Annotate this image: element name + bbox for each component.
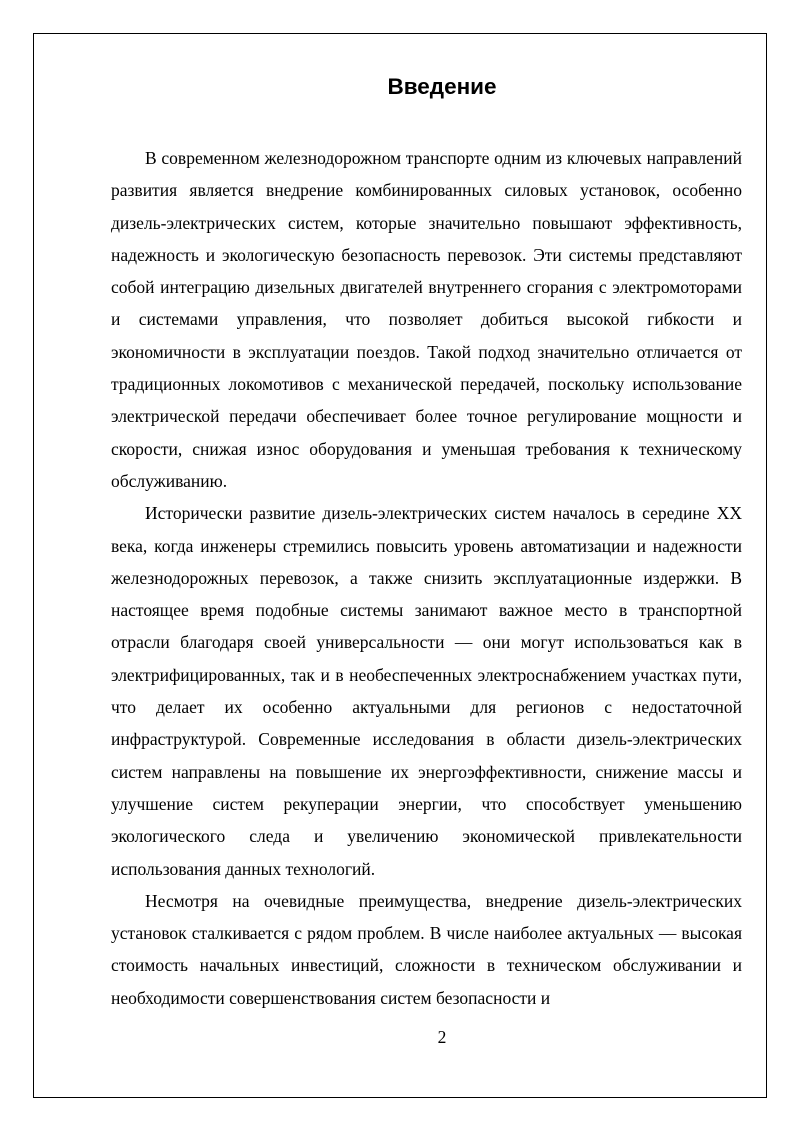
paragraph: В современном железнодорожном транспорте одним из ключевых направлений развития является внедрение комбинированных силовых установок, особенно дизель-электрических систем, которые значительно повышают эффективность, надежность и экологическую безопасность перевозок. Эти системы представляют собой интеграцию дизельных двигателей внутреннего сгорания с электромоторами и системами управления, что позволяет добиться высокой гибкости и экономичности в эксплуатации поездов. Такой подход значительно отличается от традиционных локомотивов с механической передачей, поскольку использование электрической передачи обеспечивает более точное регулирование мощности и скорости, снижая износ оборудования и уменьшая требования к техническому обслуживанию. (111, 148, 742, 491)
section-heading: Введение (387, 74, 497, 99)
paragraph: Исторически развитие дизель-электрических систем началось в середине XX века, когда инженеры стремились повысить уровень автоматизации и надежности железнодорожных перевозок, а также снизить эксплуатационные издержки. В настоящее время подобные системы занимают важное место в транспортной отрасли благодаря своей универсальности — они могут использоваться как в электрифицированных, так и в необеспеченных электроснабжением участках пути, что делает их особенно актуальными для регионов с недостаточной инфраструктурой. Современные исследования в области дизель-электрических систем направлены на повышение их энергоэффективности, снижение массы и улучшение систем рекуперации энергии, что способствует уменьшению экологического следа и увеличению экономической привлекательности использования данных технологий. (111, 503, 742, 879)
page-number: 2 (437, 1027, 447, 1047)
paragraph: Несмотря на очевидные преимущества, внедрение дизель-электрических установок сталкивается с рядом проблем. В числе наиболее актуальных — высокая стоимость начальных инвестиций, сложности в техническом обслуживании и необходимости совершенствования систем безопасности и (111, 890, 742, 1008)
body-text (111, 142, 742, 1014)
